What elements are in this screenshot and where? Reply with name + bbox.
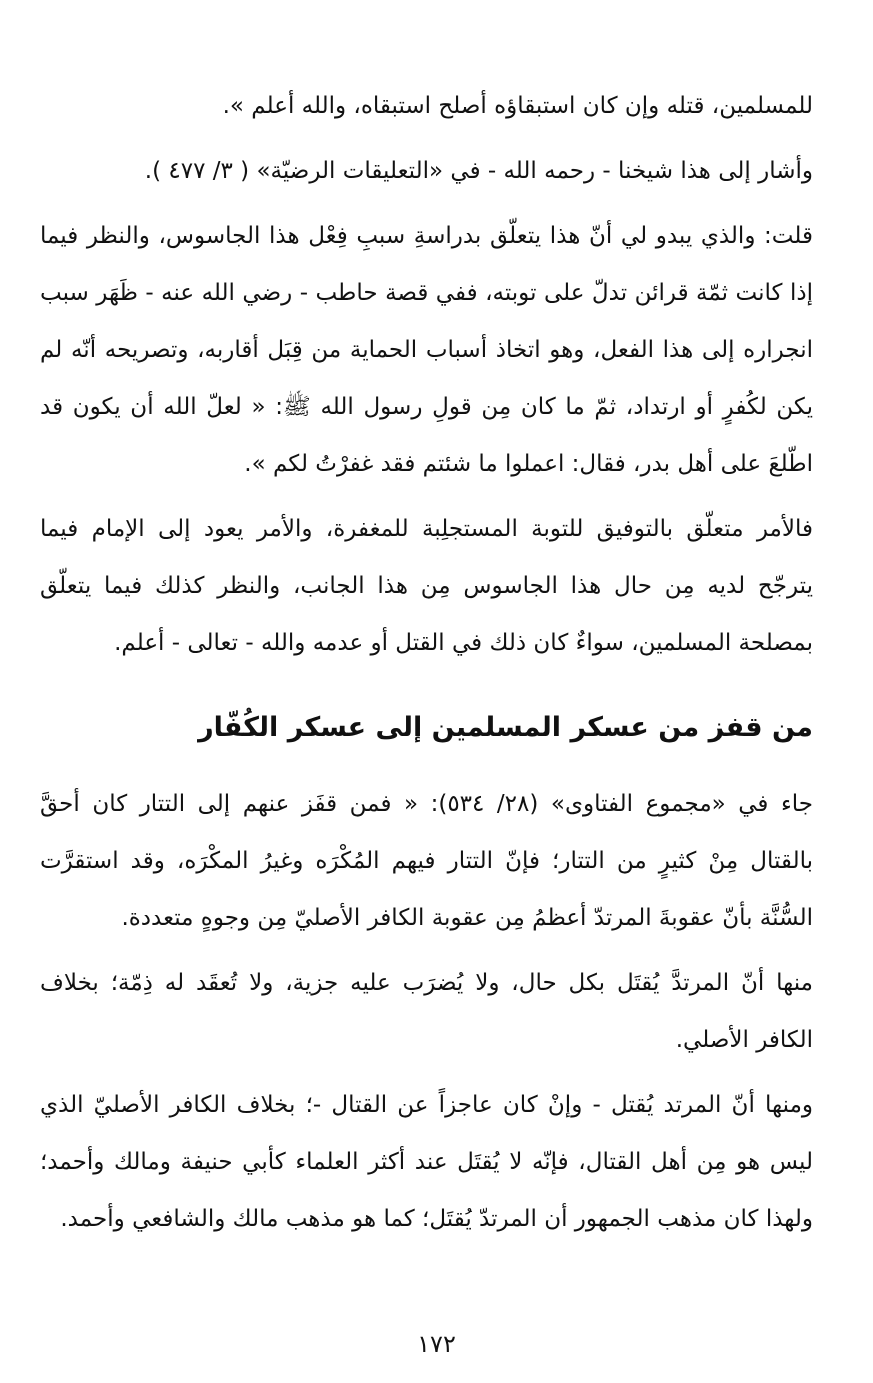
- paragraph-quote-fatawa: جاء في «مجموع الفتاوى» (٢٨/ ٥٣٤): « فمن قفَز عنهم إلى التتار كان أحقَّ بالقتال مِنْ كثيرٍ من التتار؛ فإنّ التتار فيهم المُكْرَه وغيرُ المكْرَه، وقد استقرَّت السُّنَّة بأنّ عقوبةَ المرتدّ أعظمُ مِن عقوبة الكافر الأصليّ مِن وجوهٍ متعددة.: [40, 791, 813, 931]
- page-number: ١٧٢: [417, 1330, 456, 1358]
- paragraph-apostate-point-2: ومنها أنّ المرتد يُقتل - وإنْ كان عاجزاً عن القتال -؛ بخلاف الكافر الأصليّ الذي ليس هو مِن أهل القتال، فإنّه لا يُقتَل عند أكثر العلماء كأبي حنيفة ومالك وأحمد؛ ولهذا كان مذهب الجمهور أن المرتدّ يُقتَل؛ كما هو مذهب مالك والشافعي وأحمد.: [40, 1092, 813, 1232]
- paragraph-apostate-point-1: منها أنّ المرتدَّ يُقتَل بكل حال، ولا يُضرَب عليه جزية، ولا تُعقَد له ذِمّة؛ بخلاف الكافر الأصلي.: [40, 970, 813, 1053]
- paragraph-conclusion: فالأمر متعلّق بالتوفيق للتوبة المستجلِبة للمغفرة، والأمر يعود إلى الإمام فيما يترجّح لديه مِن حال هذا الجاسوس مِن هذا الجانب، والنظر كذلك فيما يتعلّق بمصلحة المسلمين، سواءٌ كان ذلك في القتل أو عدمه والله - تعالى - أعلم.: [40, 516, 813, 656]
- section-heading: من قفز من عسكر المسلمين إلى عسكر الكُفّار: [198, 712, 813, 743]
- paragraph-continuation: للمسلمين، قتله وإن كان استبقاؤه أصلح استبقاه، والله أعلم ».: [222, 93, 813, 119]
- paragraph-reference: وأشار إلى هذا شيخنا - رحمه الله - في «التعليقات الرضيّة» ( ٣/ ٤٧٧ ).: [144, 158, 813, 184]
- paragraph-author-comment: قلت: والذي يبدو لي أنّ هذا يتعلّق بدراسةِ سببِ فِعْل هذا الجاسوس، والنظر فيما إذا كانت ثمّة قرائن تدلّ على توبته، ففي قصة حاطب - رضي الله عنه - ظَهَر سبب انجراره إلى هذا الفعل، وهو اتخاذ أسباب الحماية من قِبَل أقاربه، وتصريحه أنّه لم يكن لكُفرٍ أو ارتداد، ثمّ ما كان مِن قولِ رسول الله ﷺ: « لعلّ الله أن يكون قد اطّلعَ على أهل بدر، فقال: اعملوا ما شئتم فقد غفرْتُ لكم ».: [40, 223, 813, 477]
